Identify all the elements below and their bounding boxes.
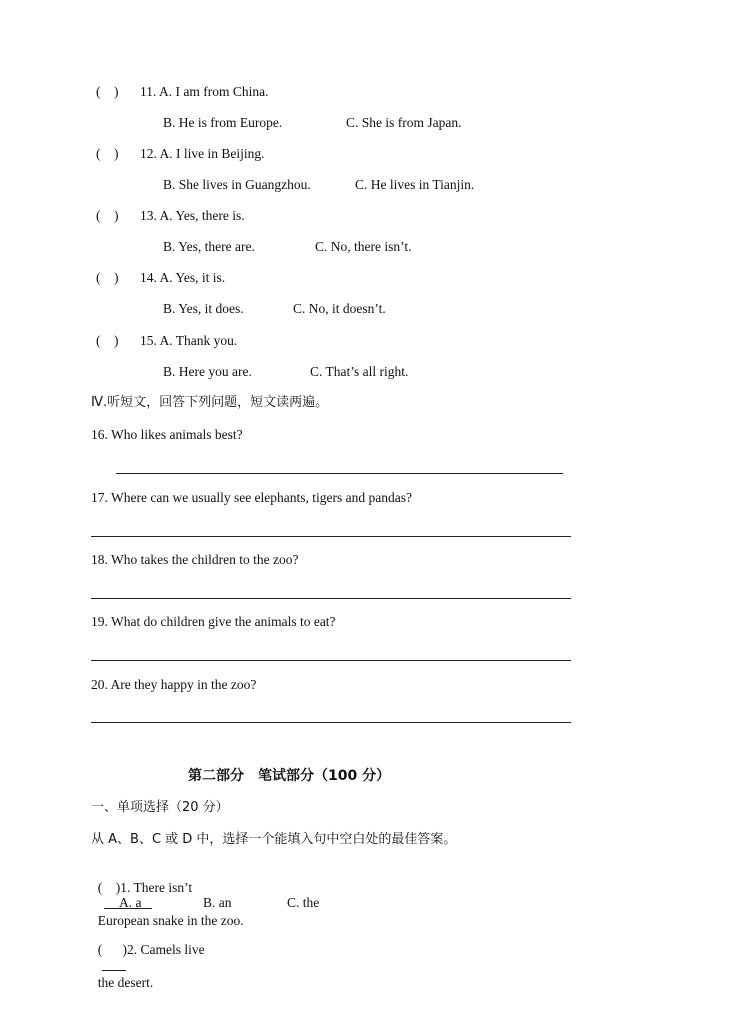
option-a: 13. A. Yes, there is. xyxy=(140,208,245,223)
question-stem-post: European snake in the zoo. xyxy=(97,913,244,928)
answer-bracket: ( ) xyxy=(96,84,119,99)
answer-line-20[interactable] xyxy=(91,722,571,723)
option-a: 11. A. I am from China. xyxy=(140,84,269,99)
mc-question-2 xyxy=(91,926,205,991)
answer-bracket: ( ) xyxy=(96,333,119,348)
question-stem-pre: 2. Camels live xyxy=(127,942,205,957)
option-b: B. Yes, there are. xyxy=(163,239,255,254)
option-b: B. an xyxy=(203,895,232,910)
option-c: C. She is from Japan. xyxy=(346,115,462,130)
answer-bracket: ( ) xyxy=(96,208,119,223)
answer-bracket: ( ) xyxy=(96,270,119,285)
answer-line-16[interactable] xyxy=(116,473,563,474)
option-b: B. Here you are. xyxy=(163,364,252,379)
option-a: A. a xyxy=(119,895,142,910)
question-stem-post: the desert. xyxy=(97,975,154,990)
section-4-heading: Ⅳ.听短文，回答下列问题，短文读两遍。 xyxy=(91,395,329,410)
question-18: 18. Who takes the children to the zoo? xyxy=(91,552,299,567)
question-16: 16. Who likes animals best? xyxy=(91,427,243,442)
option-c: C. That’s all right. xyxy=(310,364,409,379)
option-a: 14. A. Yes, it is. xyxy=(140,270,226,285)
question-17: 17. Where can we usually see elephants, tigers and pandas? xyxy=(91,490,413,505)
part-2-title: 第二部分 笔试部分（100 分） xyxy=(188,768,391,784)
instruction: 从 A、B、C 或 D 中，选择一个能填入句中空白处的最佳答案。 xyxy=(91,832,457,847)
option-c: C. No, it doesn’t. xyxy=(293,301,386,316)
answer-line-18[interactable] xyxy=(91,598,571,599)
answer-line-17[interactable] xyxy=(91,536,571,537)
option-b: B. Yes, it does. xyxy=(163,301,244,316)
option-a: 12. A. I live in Beijing. xyxy=(140,146,265,161)
answer-bracket: ( ) xyxy=(97,942,127,957)
question-stem-pre: 1. There isn’t xyxy=(120,880,193,895)
answer-blank[interactable] xyxy=(102,958,126,971)
option-c: C. the xyxy=(287,895,320,910)
answer-bracket: ( ) xyxy=(97,880,121,895)
option-c: C. No, there isn’t. xyxy=(315,239,412,254)
answer-bracket: ( ) xyxy=(96,146,119,161)
answer-line-19[interactable] xyxy=(91,660,571,661)
section-1-heading: 一、单项选择（20 分） xyxy=(91,800,229,815)
question-20: 20. Are they happy in the zoo? xyxy=(91,677,257,692)
option-c: C. He lives in Tianjin. xyxy=(355,177,475,192)
question-19: 19. What do children give the animals to eat? xyxy=(91,614,336,629)
option-b: B. She lives in Guangzhou. xyxy=(163,177,311,192)
option-a: 15. A. Thank you. xyxy=(140,333,238,348)
option-b: B. He is from Europe. xyxy=(163,115,283,130)
